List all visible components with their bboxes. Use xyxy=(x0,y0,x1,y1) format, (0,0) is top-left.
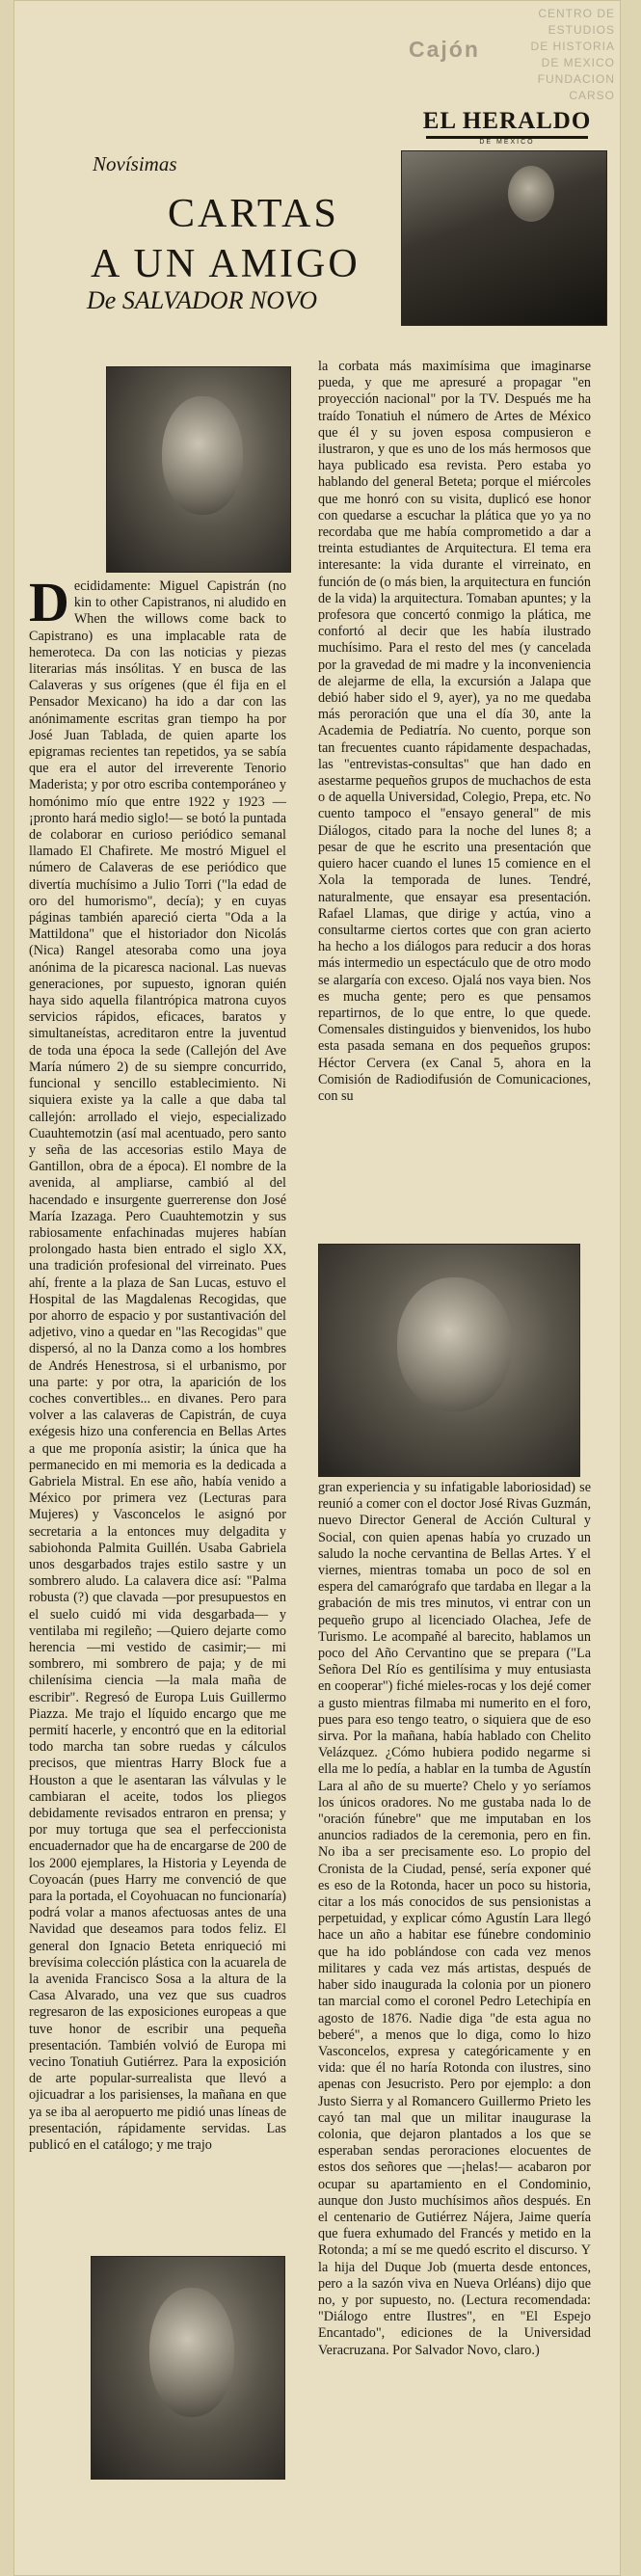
stamp-line: FUNDACION xyxy=(537,72,615,86)
masthead-name: EL HERALDO xyxy=(422,108,592,134)
archive-stamp xyxy=(507,6,615,104)
byline: De SALVADOR NOVO xyxy=(87,286,317,314)
newspaper-clipping xyxy=(13,0,621,2576)
stamp-line: DE HISTORIA xyxy=(530,40,615,53)
article-column-left xyxy=(29,571,286,2154)
drop-cap: D xyxy=(29,571,69,633)
masthead-city: DE MEXICO xyxy=(479,139,535,146)
stamp-line: DE MEXICO xyxy=(541,56,615,69)
stamp-line: CENTRO DE xyxy=(538,7,615,20)
article-column-right-lower xyxy=(318,1480,591,2359)
photo-portrait-elderly-man xyxy=(318,1244,580,1477)
page-title-line2: A UN AMIGO xyxy=(91,242,361,286)
photo-portrait-novo xyxy=(106,366,291,573)
masthead xyxy=(416,108,598,146)
article-text-right-lower: gran experiencia y su infatigable laboriosidad) se reunió a comer con el doctor José Rivas Guzmán, nuevo Director General de Acción Cultural y Social, con quien apenas había yo cruzado un saludo la noche cervantina de Bellas Artes. Y el viernes, mientras tomaba un poco de sol en espera del camarógrafo que tardaba en llegar a la grabación de mis tres minutos, vi entrar con un pequeño grupo al licenciado Olachea, Jefe de Turismo. Le acompañé al barecito, hablamos un poco del Año Cervantino que se prepara ("La Señora Del Río es gentilísima y muy entusiasta en cooperar") fiché mieles-rocas y los dejé comer a gusto mientras filmaba mi numerito en el foro, pues para eso tengo teatro, o siquiera que de eso sirva. Por la mañana, había hablado con Chelito Velázquez. ¿Cómo hubiera podido negarme si ella me lo pedía, a hablar en la tumba de Agustín Lara al año de su muerte? Chelo y yo seríamos los únicos oradores. No me gustaba nada lo de "oración fúnebre" que me imputaban en los anuncios radiados de la ceremonia, pero en fin. No iba a ser precisamente eso. Lo propio del Cronista de la Ciudad, pensé, sería exponer qué es eso de la Rotonda, hacer un poco su historia, citar a los más conocidos de sus pensionistas a perpetuidad, y explicar cómo Agustín Lara llegó hace un año a habitar ese fúnebre condominio que ha ido poblándose con cada vez menos militares y cada vez más artistas, después de haber sido inaugurada la colonia por un pionero tan marcial como el coronel Pedro Letechipía en agosto de 1876. Nadie diga "de esta agua no beberé", a menos que lo diga, como lo hizo Vasconcelos, expresa y categóricamente y en vida: que él no haría Rotonda con ilustres, sino apenas con Jesucristo. Pero por ejemplo: a don Justo Sierra y al Romancero Guillermo Prieto les cayó tan mal que un militar inaugurase la colonia, que dejaron plantados a los que se esperaban sendas peroraciones elocuentes de estos dos señores que —¡helas!— acabaron por ocupar su apartamiento en el Condominio, aunque don Justo muchísimos años después. En el centenario de Gutiérrez Nájera, Jaime quería que fuera exhumado del Francés y metido en la Rotonda; a mí se me quedó escrito el discurso. Y la hija del Duque Job (muerta desde entonces, pero a la sazón viva en Nueva Orléans) dijo que no, y por supuesto, no. (Lectura recomendada: "Diálogo entre Ilustres", en "El Espejo Encantado", ediciones de la Universidad Veracruzana. Por Salvador Novo, claro.) xyxy=(318,1480,591,2358)
handwritten-note: Cajón xyxy=(409,37,480,62)
page-title-line1: CARTAS xyxy=(168,192,339,236)
article-text-right: la corbata más maximísima que imaginarse pueda, y que me apresuré a propagar "en proyección nacional" por la TV. Después me ha traído Tonatiuh el número de Artes de México que él y su joven esposa compusieron e ilustraron, y que es uno de los más hermosos que haya publicado esa revista. Pero estaba yo hablando del general Beteta; porque el miércoles que me honró con su visita, duplicó ese honor con quedarse a escuchar la plática que yo ya no recordaba que me había comprometido a dar a treinta estudiantes de Arquitectura. El tema era interesante: la vida durante el virreinato, en función de (o más bien, la arquitectura en función de la vida) la arquitectura. Tomaban apuntes; y la profesora que concertó conmigo la plática, me confortó al decir que les había ilustrado muchísimo. Para el resto del mes (y cancelada por la gravedad de mi madre y la inconveniencia de alejarme de ella, la excursión a Jalapa que debió haber sido el 9, ayer), ya no me quedaba más peroración que una el día 30, ante la Academia de Pediatría. No cuento, porque son tan frecuentes cuanto rápidamente despachadas, las "entrevistas-consultas" que han dado en asestarme pequeños grupos de muchachos de esta o de aquella Universidad, Colegio, Prepa, etc. No cuento tampoco el "ensayo general" de mis Diálogos, citado para la noche del lunes 8; a pesar de que he escrito una presentación que quiero hacer cuando el lunes 15 comience en el Xola la temporada de lunes. Tendré, naturalmente, que ensayar esa presentación. Rafael Llamas, que dirige y actúa, vino a consultarme ciertos cortes que con gran acierto ha hecho a los diálogos para reducir a dos horas más intermedio un espectáculo que de otro modo se alargaría con exceso. Ojalá nos vaya bien. Nos es mucha gente; pero es que pensamos repartirnos, de lo que entre, lo que quede. Comensales distinguidos y bienvenidos, los hubo esta pasada semana en dos pequeños grupos: Héctor Cervera (ex Canal 5, ahora en la Comisión de Radiodifusión de Comunicaciones, con su xyxy=(318,359,591,1104)
stamp-line: CARSO xyxy=(569,89,615,102)
article-column-right xyxy=(318,359,591,1105)
kicker: Novísimas xyxy=(93,152,177,175)
article-text-left: ecididamente: Miguel Capistrán (no kin to other Capistranos, ni aludido en When the willows come back to Capistrano) es una implacable rata de hemeroteca. Da con las noticias y piezas literarias más insólitas. Y en busca de las Calaveras y sus orígenes (que él fija en el Pensador Mexicano) ha ido a dar con las anónimamente escritas gran tiempo ha por José Juan Tablada, de quien aparte los epigramas recientes tan repetidos, ya se sabía que era el autor del irreverente Tenorio Maderista; y por otro escriba contemporáneo y homónimo mío que entre 1922 y 1923 —¡pronto hará medio siglo!— se botó la puntada de colaborar en curioso periódico semanal llamado El Chafirete. Me mostró Miguel el número de Calaveras de ese periódico que divertía muchísimo a Julio Torri ("la edad de oro del humorismo", decía); y en cuyas páginas también apareció cierta "Oda a la Mattildona" que el historiador don Nicolás (Nica) Rangel atesoraba como una joya anónima de la picaresca nacional. Las nuevas generaciones, por supuesto, ignoran quién haya sido aquella filantrópica matrona cuyos servicios rápidos, eficaces, baratos y simultaneístas, acreditaron entre la juventud de toda una época la sede (Callejón del Ave María número 2) de su siempre concurrido, funcional y sencillo establecimiento. Ni siquiera existe ya la calle a que daba tal callejón: arrollado el viejo, especializado Cuauhtemotzin (así mal acentuado, pero santo y seña de las accesorias estilo Maya de Gantillon, obra de a época). El nombre de la avenida, al ampliarse, cambió al del hacendado e insurgente guerrerense don José María Izazaga. Pero Cuauhtemotzin y sus rabiosamente enfachinadas mujeres habían prolongado hasta bien entrado el siglo XX, una tradición profesional del virreinato. Pues ahí, frente a la plaza de San Lucas, estuvo el Hospital de las Magdalenas Recogidas, que por ahorro de espacio y por sustantivación del adjetivo, vino a quedar en "las Recogidas" que dispersó, al no la Danza como a los hombres de Andrés Henestrosa, si el urbanismo, por una parte: y por otra, la aparición de los coches convertibles... en divanes. Pero para volver a las calaveras de Capistrán, de cuya exégesis hizo una conferencia en Bellas Artes a que me proponía asistir; la única que ha permanecido en mi memoria es la dedicada a Gabriela Mistral. En ese año, había venido a México por primera vez (Lecturas para Mujeres) y Vasconcelos le asignó por secretaria a la entonces muy delgadita y sabiohonda Palmita Guillén. Usaba Gabriela unos desgarbados trajes estilo sastre y un sombrero aludo. La calavera dice así: "Palma robusta (?) que clavada —por presupuestos en el suelo cuidó mi vida desgarbada— y ventilaba mi regileño; —Quiero dejarte como herencia —mi vestido de casimir;— mi sombrero, mi sombrero de paja; y de mi chilenísima ciencia —la mala maña de escribir". Regresó de Europa Luis Guillermo Piazza. Me trajo el líquido encargo que me permití hacerle, y encontró que en la editorial todo marcha tan sobre ruedas y cálculos precisos, que mientras Harry Block fue a Houston a que le asentaran las válvulas y le cambiaran el aceite, todos los pliegos debidamente revisados entraron en prensa; y por muy tortuga que sea el perfeccionista encuadernador que ha de encargarse de 200 de los 2000 ejemplares, la Historia y Leyenda de Coyoacán (pues Harry me convenció de que para la portada, el Coyohuacan no funcionaría) podrá volar a manos afectuosas antes de una Navidad que deseamos para todos feliz. El general don Ignacio Beteta enriqueció mi brevísima colección plástica con la acuarela de la avenida Francisco Sosa a la altura de la Casa Alvarado, una vez que sus cuadros regresaron de las exposiciones europeas a que tuve honor de escribir una pequeña presentación. También volvió de Europa mi vecino Tonatiuh Gutiérrez. Para la exposición de arte popular-surrealista que llevó a ojicuadrar a los parisienses, la mañana en que ya se iba al aeropuerto me pidió unas líneas de presentación, rápidamente servidas. Las publicó en el catálogo; y me trajo xyxy=(29,578,286,2154)
stamp-line: ESTUDIOS xyxy=(548,23,615,37)
photo-portrait-man-glasses xyxy=(91,2256,285,2480)
photo-man-at-desk xyxy=(401,150,607,326)
